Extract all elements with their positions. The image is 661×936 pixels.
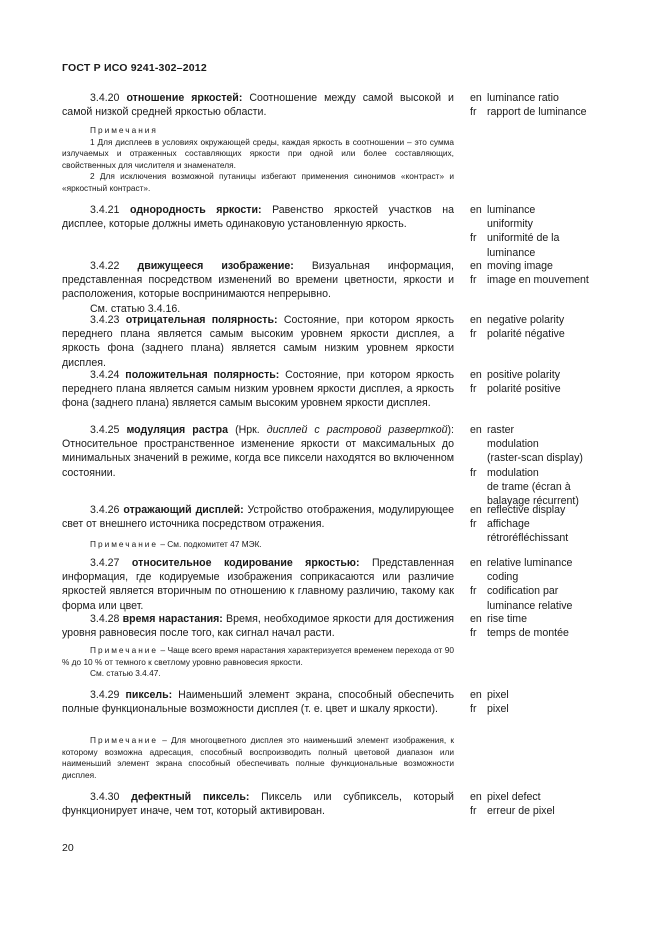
equivalent-term: affichage [487,518,530,531]
language-code: fr [470,328,477,341]
note-text: – Для многоцветного дисплея это наименьший элемент изображения, к которому возможна адресация, способный воспроизводить полный цветовой диапазон или наименьший элемент экрана способный обеспечивать полные функциональные возможности дисплея. [62,735,454,780]
equivalent-term: luminance [487,204,536,216]
equivalent-term: temps de montée [487,627,569,640]
equivalent-term: erreur de pixel [487,805,555,818]
equivalent-term-row [470,570,620,584]
equivalents-group [470,203,620,260]
paren-close: ): [447,424,454,436]
equivalent-term: luminance ratio [487,92,559,104]
language-code: fr [470,805,477,818]
note-text: – См. подкомитет 47 МЭК. [160,539,262,549]
equivalent-term-row [470,612,620,626]
equivalents-group [470,556,620,613]
definition: Равенство яркостей участков на дисплее, которые должны иметь одинаковую установленную яркость. [62,204,454,231]
note-3-4-28 [62,645,454,680]
definition: Время, необходимое яркости для достижения уровня равновесия после того, как сигнал начал расти. [62,613,454,640]
equivalents-group [470,368,620,396]
equivalent-term: uniformity [487,218,533,231]
deprecated-term: дисплей с растровой разверткой [266,424,448,436]
note-label: Примечание [90,645,159,655]
equivalent-term-row [470,584,620,598]
equivalent-term: uniformité de la [487,232,560,245]
equivalent-term-row [470,246,620,260]
equivalent-term: (raster-scan display) [487,452,583,465]
term: относительное кодирование яркостью: [131,557,360,569]
equivalent-term-row [470,503,620,517]
equivalent-term: pixel [487,689,509,701]
equivalent-term: negative polarity [487,314,565,326]
language-code: fr [470,106,477,119]
equivalent-term-row [470,259,620,273]
equivalent-term-row [470,556,620,570]
language-code: en [470,204,482,216]
see-reference: См. статью 3.4.47. [90,668,161,679]
language-code: en [470,791,482,803]
term: дефектный пиксель: [131,791,250,803]
equivalent-term: polarité positive [487,383,561,396]
page-number: 20 [62,842,74,854]
language-code: en [470,260,482,272]
entry-3-4-20 [62,91,454,119]
entry-3-4-30 [62,790,454,818]
definition: Визуальная информация, представленная посредством изменений во времени цветности, яркости и расположения, которые воспринимаются непрерывно. [62,260,454,301]
language-code: fr [470,585,477,598]
language-code: fr [470,466,477,479]
equivalent-term-row [470,702,620,716]
equivalent-term-row [470,273,620,287]
entry-3-4-28 [62,612,454,640]
term: модуляция растра [126,424,229,436]
entry-3-4-26 [62,503,454,531]
definition: Представленная информация, где кодируемые изображения соприкасаются или различие яркостей является вторичным по отношению к главному различию, такому как форма или цвет. [62,557,454,612]
language-code [470,451,487,465]
equivalent-term-row [470,231,620,245]
equivalents-group [470,612,620,640]
equivalent-term: modulation [487,438,539,451]
equivalents-group [470,503,620,546]
language-code: fr [470,627,477,640]
equivalents-group [470,259,620,287]
term: положительная полярность: [125,369,280,381]
term: отношение яркостей: [126,92,243,104]
entry-number: 3.4.27 [90,557,120,569]
document-header: ГОСТ Р ИСО 9241-302–2012 [62,62,207,74]
entry-3-4-27 [62,556,454,613]
note-1: 1 Для дисплеев в условиях окружающей среды, каждая яркость в соотношении – это сумма излучаемых и отраженных составляющих яркости при одной или более составляющих, свойственных для числителя и знаменателя. [62,136,454,170]
entry-3-4-24 [62,368,454,411]
definition: Относительное пространственное изменение яркости от максимальных до минимальных значений в режиме, когда все пиксели находятся во включенном состоянии. [62,438,454,479]
equivalent-term-row [470,423,620,437]
language-code: en [470,689,482,701]
entry-3-4-23 [62,313,454,370]
term: отрицательная полярность: [125,314,278,326]
language-code: fr [470,274,477,287]
entry-number: 3.4.23 [90,314,120,326]
equivalent-term-row [470,466,620,480]
definition: Устройство отображения, модулирующее свет от внешнего источника посредством отражения. [62,504,454,531]
entry-number: 3.4.25 [90,424,120,436]
language-code: en [470,613,482,625]
language-code: fr [470,232,477,245]
equivalent-term-row [470,313,620,327]
equivalent-term-row [470,217,620,231]
equivalent-term: balayage récurrent) [487,495,579,508]
equivalent-term-row [470,804,620,818]
equivalent-term-row [470,368,620,382]
note-text: – Чаще всего время нарастания характеризуется временем перехода от 90 % до 10 % от темного к светлому уровню равновесия яркости. [62,645,454,667]
language-code [470,599,487,613]
language-code: en [470,314,482,326]
language-code: fr [470,518,477,531]
entry-3-4-21 [62,203,454,231]
language-code: en [470,92,482,104]
paren-open: (Нрк. [235,424,260,436]
term: пиксель: [125,689,173,701]
language-code: en [470,557,482,569]
note-3-4-26 [62,539,454,551]
entry-number: 3.4.29 [90,689,120,701]
equivalent-term: image en mouvement [487,274,589,287]
term: время нарастания: [122,613,223,625]
equivalent-term-row [470,437,620,451]
notes-3-4-20 [62,125,454,195]
equivalent-term: moving image [487,260,553,272]
language-code [470,570,487,584]
entry-3-4-25 [62,423,454,480]
equivalent-term: codification par [487,585,559,598]
entry-number: 3.4.21 [90,204,120,216]
equivalent-term: rapport de luminance [487,106,587,119]
equivalent-term: polarité négative [487,328,565,341]
equivalent-term: coding [487,571,519,584]
equivalent-term-row [470,382,620,396]
equivalent-term: de trame (écran à [487,480,571,493]
equivalent-term: pixel [487,703,509,716]
equivalent-term: rétroréfléchissant [487,532,569,545]
definition: Наименьший элемент экрана, способный обеспечить полные функциональные возможности дисплея (т. е. цвет и шкалу яркости). [62,689,455,716]
equivalent-term-row [470,480,620,494]
note-label: Примечание [90,539,159,549]
entry-number: 3.4.26 [90,504,120,516]
note-2: 2 Для исключения возможной путаницы избегают применения синонимов «контраст» и «яркостный контраст». [62,171,454,193]
entry-number: 3.4.28 [90,613,120,625]
equivalent-term: relative luminance [487,557,573,569]
definition: Соотношение между самой высокой и самой низкой средней яркостью области. [62,92,454,119]
language-code [470,246,487,260]
note-heading: Примечания [90,125,158,135]
equivalent-term-row [470,105,620,119]
entry-3-4-29 [62,688,454,716]
term: однородность яркости: [129,204,262,216]
entry-3-4-22 [62,259,454,316]
equivalent-term-row [470,688,620,702]
equivalent-term: luminance relative [487,599,573,612]
equivalent-term: rise time [487,613,528,625]
equivalent-term: reflective display [487,504,566,516]
language-code [470,217,487,231]
equivalent-term: modulation [487,466,539,479]
equivalent-term-row [470,626,620,640]
language-code [470,437,487,451]
equivalents-group [470,91,620,119]
language-code: fr [470,383,477,396]
equivalent-term: raster [487,424,515,436]
note-label: Примечание [90,735,159,745]
definition: Состояние, при котором яркость переднего плана является самым высоким уровнем яркости дисплея, а яркость фона (заднего плана) является самым низким уровнем яркости дисплея. [62,314,454,369]
see-reference: См. статью 3.4.16. [90,302,181,315]
language-code: en [470,504,482,516]
entry-number: 3.4.24 [90,369,120,381]
equivalent-term-row [470,599,620,613]
equivalent-term: pixel defect [487,791,541,803]
equivalent-term-row [470,451,620,465]
equivalent-term: positive polarity [487,369,561,381]
entry-number: 3.4.22 [90,260,120,272]
definition: Состояние, при котором яркость переднего плана является самым низким уровнем яркости дисплея, а яркость фона (заднего плана) является самым высоким уровнем яркости дисплея. [62,369,454,410]
equivalent-term-row [470,327,620,341]
equivalents-group [470,688,620,716]
language-code: en [470,424,482,436]
term: движущееся изображение: [137,260,294,272]
equivalent-term-row [470,790,620,804]
note-3-4-29 [62,735,454,781]
equivalent-term: luminance [487,246,536,259]
equivalents-group [470,790,620,818]
equivalent-term-row [470,91,620,105]
language-code: en [470,369,482,381]
equivalents-group [470,313,620,341]
equivalent-term-row [470,531,620,545]
definition: Пиксель или субпиксель, который функционирует иначе, чем тот, который активирован. [62,791,454,818]
entry-number: 3.4.20 [90,92,120,104]
language-code [470,480,487,494]
language-code [470,531,487,545]
term: отражающий дисплей: [123,504,244,516]
entry-number: 3.4.30 [90,791,120,803]
equivalent-term-row [470,517,620,531]
language-code: fr [470,703,477,716]
equivalents-group [470,423,620,508]
equivalent-term-row [470,203,620,217]
